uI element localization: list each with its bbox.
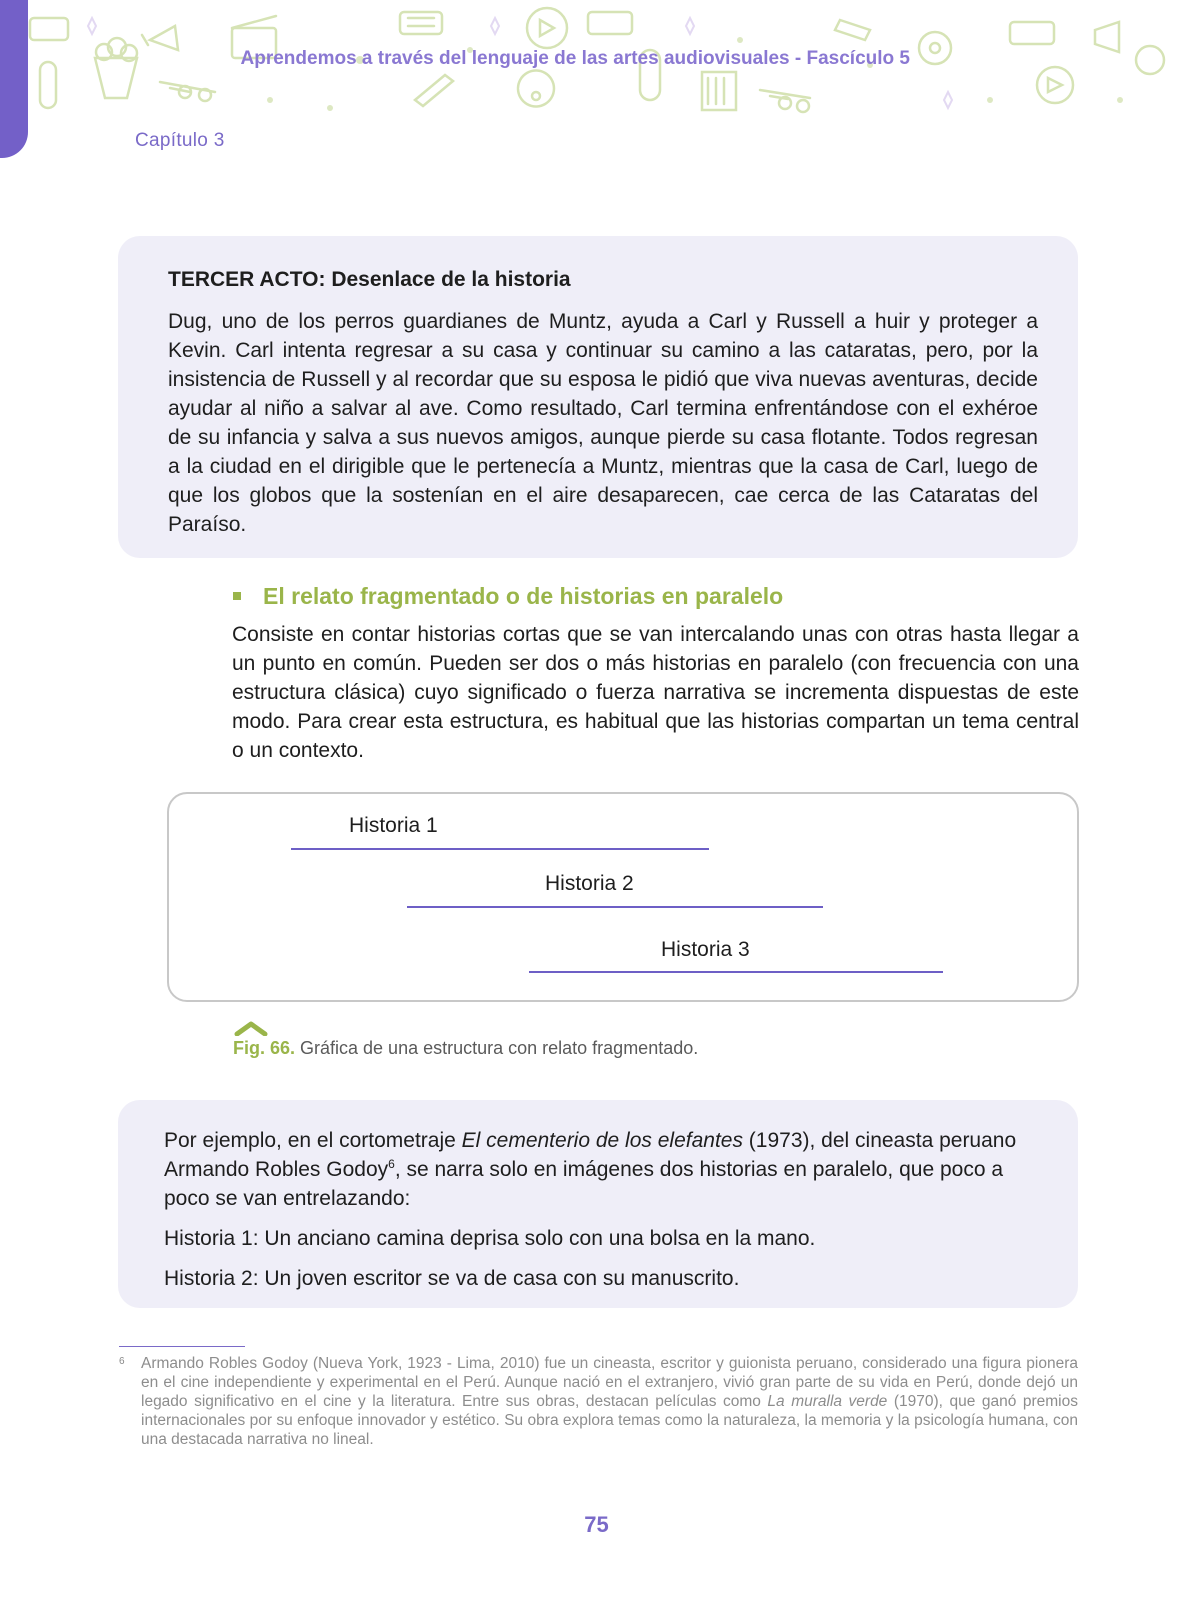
chapter-label: Capítulo 3 [135,130,225,151]
running-header-title: Aprendemos a través del lenguaje de las artes audiovisuales - Fascículo 5 [240,48,910,69]
parallel-stories-diagram [167,792,1079,1002]
figure-caption-text: Gráfica de una estructura con relato fragmentado. [295,1038,699,1058]
diagram-label-story-3: Historia 3 [661,938,750,961]
footnote-film-title: La muralla verde [767,1393,888,1410]
example-story-1: Historia 1: Un anciano camina deprisa solo con una bolsa en la mano. [164,1227,816,1250]
footnote-reference[interactable]: 6 [388,1157,395,1171]
footnote-number: 6 [119,1356,125,1367]
figure-caption [233,1038,698,1059]
diagram-line-story-1 [291,848,709,850]
example-story-2: Historia 2: Un joven escritor se va de casa con su manuscrito. [164,1267,740,1290]
diagram-label-story-2: Historia 2 [545,872,634,895]
diagram-line-story-3 [529,971,943,973]
example-film-title: El cementerio de los elefantes [461,1129,743,1152]
third-act-title: TERCER ACTO: Desenlace de la historia [168,268,571,291]
example-intro [164,1126,1044,1213]
figure-label: Fig. 66. [233,1038,296,1058]
diagram-label-story-1: Historia 1 [349,814,438,837]
page-number: 75 [584,1512,609,1537]
footnote-text-start: Armando Robles Godoy (Nueva York, 1923 - Lima, 2010) fue un cineasta, escritor y guionista peruano, considerado una figura pionera en el cine independiente y experimental en el Perú. Aunque nació en el extranjero, vivió gran parte de su vida en Perú, donde dejó un legado significativo en el cine y la literatura. Entre sus obras, destacan películas como [141,1355,1078,1410]
square-bullet-icon [233,592,241,600]
third-act-body: Dug, uno de los perros guardianes de Muntz, ayuda a Carl y Russell a huir y proteger a Kevin. Carl intenta regresar a su casa y continuar su camino a las cataratas, pero, por la insistencia de Russell y al recordar que su esposa le pidió que viva nuevas aventuras, decide ayudar al niño a salvar al ave. Como resultado, Carl termina enfrentándose con el exhéroe de su infancia y salva a sus nuevos amigos, aunque pierde su casa flotante. Todos regresan a la ciudad en el dirigible que le pertenecía a Muntz, mientras que la casa de Carl, luego de que los globos que la sostenían en el aire desaparecen, cae cerca de las Cataratas del Paraíso. [168,310,1038,536]
section-heading: El relato fragmentado o de historias en paralelo [263,583,784,609]
chevron-up-icon [234,1020,268,1036]
example-intro-middle: (1973), del cineasta peruano Armando Robles Godoy [164,1129,1017,1181]
example-intro-end: , se narra solo en imágenes dos historias en paralelo, que poco a poco se van entrelazando: [164,1158,1004,1210]
diagram-line-story-2 [407,906,823,908]
footnote-text-end: (1970), que ganó premios internacionales por su enfoque innovador y estético. Su obra explora temas como la naturaleza, la memoria y la psicología humana, con una destacada narrativa no lineal. [141,1393,1078,1448]
example-intro-start: Por ejemplo, en el cortometraje [164,1129,462,1152]
footnote-text [141,1354,1078,1449]
footnote-divider [119,1346,245,1347]
section-body: Consiste en contar historias cortas que se van intercalando unas con otras hasta llegar a un punto en común. Pueden ser dos o más historias en paralelo (con frecuencia con una estructura clásica) cuyo significado o fuerza narrativa se incrementa dispuestas de este modo. Para crear esta estructura, es habitual que las historias compartan un tema central o un contexto. [232,623,1079,762]
